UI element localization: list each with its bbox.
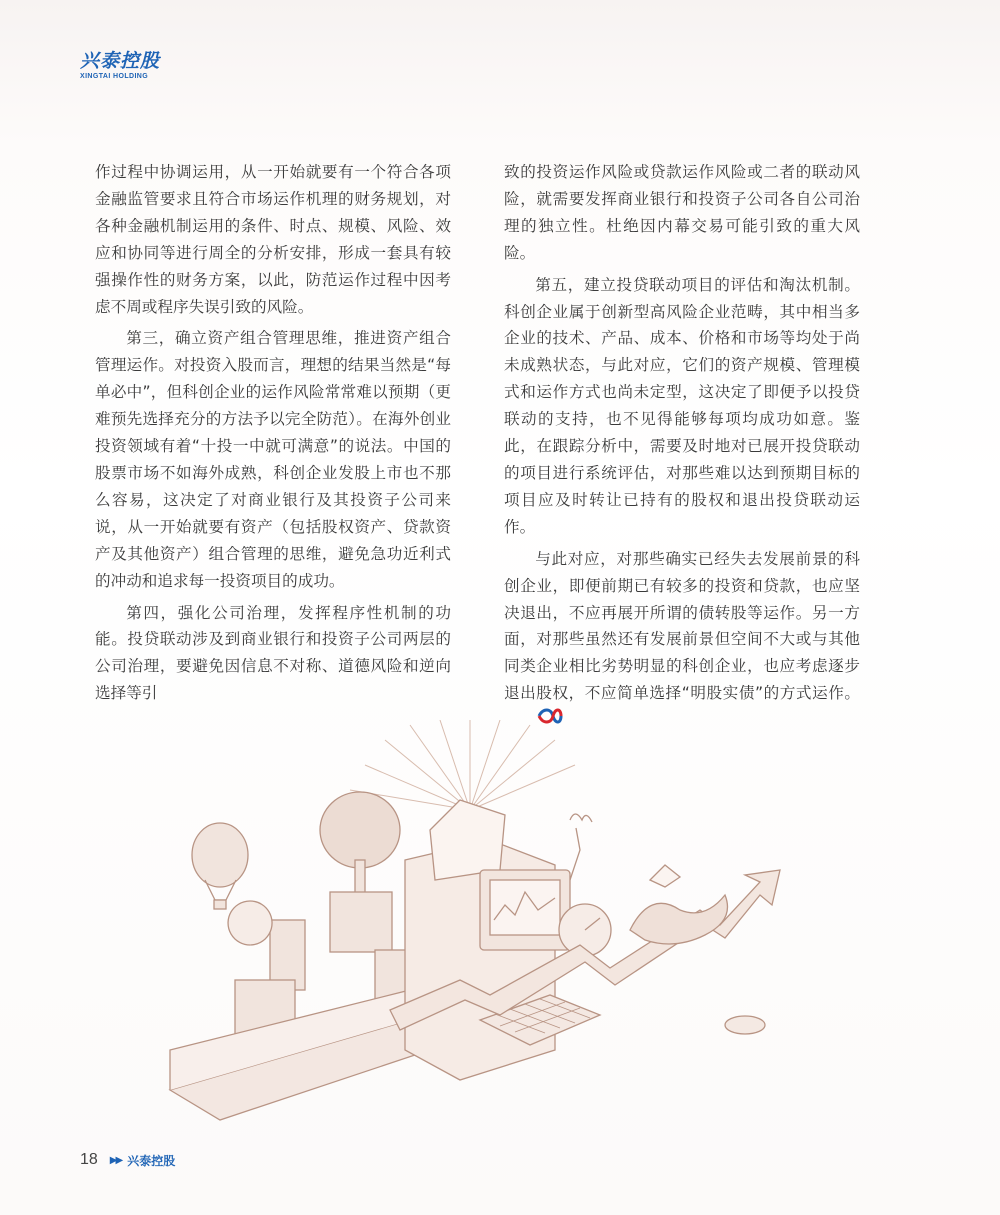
paragraph: 第四，强化公司治理，发挥程序性机制的功能。投贷联动涉及到商业银行和投资子公司两层的公司治理，要避免因信息不对称、道德风险和逆向选择等引 [95, 603, 451, 703]
page-number: 18 [80, 1151, 98, 1168]
logo-chinese-text: 兴泰控股 [80, 51, 161, 72]
company-logo [80, 52, 160, 80]
left-text-column [95, 159, 451, 707]
paragraph: 作过程中协调运用，从一开始就要有一个符合各项金融监管要求且符合市场运作机理的财务规划，对各种金融机制运用的条件、时点、规模、风险、效应和协同等进行周全的分析安排，形成一套具有较强操作性的财务方案，以此，防范运作过程中因考虑不周或程序失误引致的风险。 [95, 163, 451, 316]
paragraph: 致的投资运作风险或贷款运作风险或二者的联动风险，就需要发挥商业银行和投资子公司各自公司治理的独立性。杜绝因内幕交易可能引致的重大风险。 [504, 163, 860, 262]
paragraph: 第五，建立投贷联动项目的评估和淘汰机制。科创企业属于创新型高风险企业范畴，其中相当多企业的技术、产品、成本、价格和市场等均处于尚未成熟状态，与此对应，它们的资产规模、管理模式和运作方式也尚未定型，这决定了即便予以投贷联动的支持，也不见得能够每项均成功如意。鉴此，在跟踪分析中，需要及时地对已展开投贷联动的项目进行系统评估，对那些难以达到预期目标的项目应及时转让已持有的股权和退出投贷联动运作。 [504, 275, 860, 536]
page-footer [80, 1151, 175, 1169]
right-text-column [504, 159, 860, 734]
paragraph-text: 与此对应，对那些确实已经失去发展前景的科创企业，即便前期已有较多的投资和贷款，也应坚决退出，不应再展开所谓的债转股等运作。另一方面，对那些虽然还有发展前景但空间不大或与其他同类企业相比劣势明显的科创企业，也应考虑逐步退出股权，不应简单选择“明股实债”的方式运作。 [504, 549, 860, 703]
last-paragraph [504, 546, 860, 734]
paragraph: 第三，确立资产组合管理思维，推进资产组合管理运作。对投资入股而言，理想的结果当然是“每单必中”，但科创企业的运作风险常常难以预期（更难预先选择充分的方法予以完全防范）。在海外创业投资领域有着“十投一中就可满意”的说法。中国的股票市场不如海外成熟，科创企业发股上市也不那么容易，这决定了对商业银行及其投资子公司来说，从一开始就要有资产（包括股权资产、贷款资产及其他资产）组合管理的思维，避免急功近利式的冲动和追求每一投资项目的成功。 [95, 329, 451, 590]
footer-brand: 兴泰控股 [127, 1153, 176, 1168]
growth-illustration [160, 720, 840, 1160]
double-chevron-icon: ▶▶ [109, 1154, 122, 1166]
logo-english-text: XINGTAI HOLDING [80, 73, 149, 80]
